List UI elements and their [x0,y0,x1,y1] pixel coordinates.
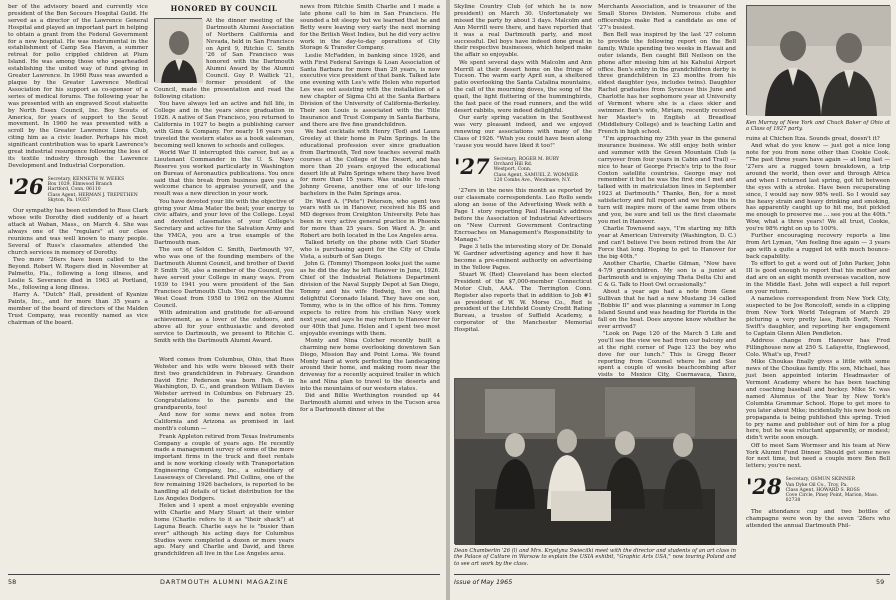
footer-rule [8,574,440,575]
article-paragraph: Did and Billie Worthington rounded up 44 Dartmouth alumni and wives in the Tucson area for a Dartmouth dinner at the [300,393,440,414]
portrait-photo-icon [155,19,203,83]
citation-paragraph: With admiration and gratitude for all-around achievement, as a lover of the outdoors, and above all for your enthusiastic and devoted service to Dartmouth, we present to Ritchie C. Smith with the Dartmouth Alumni Award. [154,309,294,344]
left-page [0,0,446,600]
article-paragraph: Stuart W. (Red) Cleaveland has been elected President of the $7,000-member Connecticut Motor Club, AAA. The Torrington Conn. Register also reports that in addition to Job #1 as president of W. W. Morse Co., Red is president of the Litchfield County Credit Rating Bureau, a trustee of Suffield Academy, a corporator of the Manchester Memorial Hospital. [454,271,592,334]
article-paragraph: We spent several days with Malcolm and Ann Merrill at their desert home on the fringe of Tucson. The warm early April sun, a sheltered patio overlooking the Santa Catalina mountains, the call of the mourning doves, the song of the quail, the light fluttering of the hummingbirds, the fast pace of the road runners, and the wild desert rabbits, were indeed delightful. [454,59,592,114]
article-paragraph: Dr. Ward A. ("Pete") Peterson, who spent two years with us in Hanover, received his BS and MD degrees from Creighton University. Pete has been in very active general practice in Phoenix for more than 25 years. Son Ward A. Jr. and Robert are both located in the Los Angeles area. [300,198,440,240]
address-line-2: Hartford, Conn. 06110 [47,187,101,193]
award-intro: At the dinner meeting of the Dartmouth Alumni Association of Northern California and Nevada, held in San Francisco on April 9, Ritchie C. Smith '26 of San Francisco was honored with the Dartmouth Alumni Award by the Alumni Council. Guy P. Wallick '21, former president of the Council, made the presentation and read the following citation: [154,17,294,100]
class-meta [786,477,890,503]
class-meta [48,177,138,203]
class-header-26 [8,173,148,203]
secretary-line: Secretary, OSMUN SKINNER [785,477,855,483]
class-year: '26 [8,173,44,199]
article-paragraph: Monty and Nina Colcher recently built a charming new home overlooking downtown San Diego, Mission Bay and Point Loma. We found Monty hard at work perfecting the landscaping around their home, and making room near the driveway for a recently acquired trailer in which he and Nina plan to travel to the deserts and into the mountains of our western states. [300,337,440,393]
article-paragraph: And what do you know — just got a nice long note for you from none other than Cookie Cook. "The past three years have again — at long last — '27ers are a rugged town breakdown, a trip around the world, then over and through Africa and when I returned last spring, got hit between the eyes with a stroke. Have been recuperating since, I would say now 98% well. So I would say the heavy strain and heavy drinking and smoking, has apparently caught up to hit me, but pickled me enough to preserve me ... see you at the 40th." Wow, what a three years! We all trust, Cookie, you're 98% right on up to 100%. [746,143,890,233]
class-meta [494,157,578,183]
footer-rule [454,574,890,575]
page-number: 59 [876,578,885,586]
agent-address: Skyton, Pa. 19357 [47,197,90,203]
address-line-1: Van Dyke Oil Co., Troy, Pa. [785,482,848,488]
photo-caption-top: Ken Murray of New York and Chuck Baker of Ohio at a Class of 1927 party. [746,120,890,133]
article-paragraph: Leslie McFadden, in banking since 1926, and with First Federal Savings & Loan Association of Santa Barbara for more than 29 years, is now executive vice president of that bank. Talked late one evening with Les's wife Helen who reported Les was out assisting with the installation of a new chapter of Sigma Chi at the Santa Barbara Division of the University of California-Berkeley. Their son Louis is associated with the Title Insurance and Trust Company in Santa Barbara, and there are five fine grandchildren. [300,52,440,128]
article-paragraph: Off to meet Sam Wormser and his team at New York Alumni Fund Dinner. Should get some news for next time, but need a couple more Ben Bell letters; you're next. [746,442,890,470]
agent-line: Class Agent, SAMUEL Z. WOMMER [493,172,578,178]
article-paragraph: Ben Bell was inspired by the last '27 column to provide the following report on the Bell family. While spending two weeks in Hawaii and outer islands, Ben caught Bill Neilson on the phone after missing him at his Kahului Airport office. Ben's entry in the grandchildren derby is three grandchildren in 23 months from his eldest daughter (yes, includes twins). Daughter Rachel graduates from Syracuse this June and Charlotte has her sophomore year at University of Vermont where she is a class skier and swimmer. Ben's wife, Miriam, recently received her Master's in English at Breadloaf (Middlebury College) and is teaching Latin and French in high school. [598,32,736,135]
article-paragraph: A nameless correspondent from New York City, suspected to be Joe Roncoloff, sends in a clipping from New York World Telegram of March 29 picturing a very pretty lass, Ruth Swift, Norm Swift's daughter, and reporting her engagement to Captain Glenn Allen Pendleton. [746,296,890,337]
issue-date: Issue of May 1965 [454,578,513,586]
article-paragraph: Address change from Hanover has Fred Fillinghouse now at 250 S. Lafayette, Englewood, Colo. What's up, Fred? [746,338,890,359]
agent-address: Cove Circle, Piney Point, Marion, Mass. 02738 [785,493,879,504]
article-paragraph: Another Charlie, Charlie Gilman, "Now have 4-7/9 grandchildren. My son is a junior at Dartmouth and is enjoying Theta Delta Chi and C & G. Talk to Hoot Owl occasionally." [598,261,736,288]
article-paragraph: About a year ago had a note from Gene Sullivan that he had a new Mustang 34 called "Bobbie II" and was planning a summer in Long Island Sound and was heading for Florida in the fall on the boat. Does anyone know whether he ever arrived? [598,289,736,330]
article-paragraph: Further encouraging recovery reports a line from Art Lyman, "Am feeling fine again — 3 years ago with a quite a rugged lot with much bounce-back capability. [746,233,890,261]
class-year: '28 [746,474,782,500]
agent-line: Class Agent, HERMAN J. TREPETHEN [47,192,138,198]
article-paragraph: We had cocktails with Henry (Ted) and Laura Greeley at their home in Palm Springs. In the educational profession ever since graduation from Dartmouth, Ted now teaches several math courses at the College of the Desert, and has more than 20 years enjoyed the educational desert life at Palm Springs where they have lived for more than 15 years. Was unable to reach Johnny Greene, another one of our life-long bachelors in the Palm Springs area. [300,129,440,198]
left-column-3 [300,4,440,574]
article-paragraph: Word comes from Columbus, Ohio, that Russ Webster and his wife were blessed with their first two grandchildren in February. Grandson David Eric Pederson was born Feb. 6 in Washington, D. C., and grandson William Davies Webster arrived in Columbus on February 25. Congratulations to the parents and the grandparents, too! [154,356,294,412]
article-paragraph: Charlie Townsend says, "I'm starting my fifth year at American University (Washington, D. C.) and can't believe I've been retired from the Air Force that long. Hoping to get to Hanover for the big 40th." [598,226,736,260]
address-line-1: Orchard Hill Rd. [493,162,533,168]
right-column-1 [454,4,592,372]
class-year: '27 [454,153,490,179]
left-column-2 [154,4,294,574]
right-column-3 [746,136,890,572]
two-men-photo-icon [747,6,891,116]
article-paragraph: Skyline Country Club (of which he is now president) on March 30. Unfortunately we missed the party by about 3 days. Malcolm and Ann Merrill were there, and have reported that it was a real Dartmouth party, and most successful. Del boys have indeed done great in their respective businesses, which helped make the affair so enjoyable. [454,4,592,59]
article-paragraph: Our early spring vacation in the Southwest was very pleasant indeed, and we enjoyed renewing our associations with many of the Class of 1926. "Wish you could have been along 'cause you would have liked it too!" [454,115,592,149]
secretary-line: Secretary, ROGER M. BURY [493,156,560,162]
secretary-line: Secretary, KENNETH W. WEEKS [47,176,125,182]
agent-address: 120 Combs Ave., Woodmere, N.Y. [493,178,571,183]
article-paragraph: Two more '26ers have been called to the Beyond. Robert W. Rogers died in November at Palmetto, Fla., following a long illness, and Leslie S. Severance died in 1963 at Portland, Me., following a long illness. [8,256,148,291]
ritchie-smith-portrait [154,18,202,82]
article-paragraph: "I'm approaching my 25th year in the general insurance business. We still enjoy both winter and summer with the Green Mountain Club (a carryover from four years in Cabin and Trail) — nice to hear of George Frisch's trip to the four Coxton satellite countries. George may not remember it but he was the first one I met and talked with in matriculation lines in September 1923 at Dartmouth." Thanks, Ben, for a most satisfactory and full report and we hope this in turn will inspire more of the same from others and you, be sure and tell us the first classmate you met in Hanover. [598,136,736,225]
article-text: ber of the advisory board and currently vice president of the Ben Secours Hospital Guild. He served as a director of the Lawrence General Hospital and played an important part in helping to obtain a grant from the Federal Government for a new hospital. He was instrumental in the establishment of Camp Sea Haven, a summer retreat for polio crippled children at Plum Island. He was among those who spearheaded establishing the united way of fund giving in Greater Lawrence. In 1960 Russ was awarded a plaque by the Greater Lawrence Medical Association for his support as co-sponsor of a series of medical forums. The following year he was presented with an engraved Scout statuette by North Essex Council, Inc. Boy Scouts of America, for years of support to the Scout movement. In 1960 he was presented with a scroll by the Greater Lawrence Lions Club, citing him as a civic leader. Perhaps his most significant contribution was to spark Lawrence's great industrial resurgence following the loss of its textile industry through the Lawrence Development and Industrial Corporation. [8,4,148,169]
article-paragraph: The attendance cup and two bottles of champagne were won by the seven '28ers who attended the annual Dartmouth Phil- [746,508,890,529]
article-paragraph: '27ers in the news this month as reported by our classmate correspondents. Leo Rollo sends along an issue of the Advertising Week with a Page 1 story reporting Paul Hasnuk's address before the Association of Industrial Advertisers on "New Current Government Contracting Encroaches on Management's Responsibility to Manage." [454,188,592,243]
article-paragraph: Helen and I spent a most enjoyable evening with Charlie and Mary Stuart at their winter home (Charlie refers to it as "their shack") at Laguna Beach. Charlie says he is "busier than ever" although his acting days for Columbus Studios were completed a dozen or more years ago. Mary and Charlie and David, and three grandchildren all live in the Los Angeles area. [154,503,294,558]
citation-paragraph: The son of Seldon C. Smith, Dartmouth '97, who was one of the founding members of the Dartmouth Alumni Council, and brother of David P. Smith '36, also a member of the Council, you have served your College in many ways. From 1939 to 1941 you were president of the San Francisco Dartmouth Club. You represented the West Coast from 1958 to 1962 on the Alumni Council. [154,247,294,309]
citation-paragraph: World War II interrupted this career, but as a Lieutenant Commander in the U. S. Navy Reserve you worked particularly in Washington on Bureau of Aeronautics publications. You once said that this break from business gave you a welcome chance to appraise yourself, and the result was a new direction in your work. [154,149,294,198]
article-paragraph: Merchants Association, and is treasurer of the Small Stores Division. Numerous clubs and officerships make Red a candidate as one of '27's busiest. [598,4,736,31]
class-header-27 [454,153,592,183]
class-party-photo [746,5,890,115]
article-paragraph: John G. (Tommy) Thompson looks just the same as he did the day he left Hanover in June, 1926. Chief of the Industrial Relations Department division of the Naval Supply Depot at San Diego, Tommy and his wife Hedwig, live on that delightful Coronado Island. They have one son, Tommy, who is in the office of his firm. Tommy expects to retire from his civilian Navy work next year, and says he may return to Hanover for our 40th that June. Helen and I spent two most enjoyable evenings with them. [300,261,440,337]
section-heading: HONORED BY COUNCIL [170,4,278,13]
warsaw-art-class-photo [454,378,736,544]
article-paragraph: Frank Appleton retired from Texas Instruments Company a couple of years ago. He recently made a management survey of some of the more important firms in the truck and fleet rentals and is now working closely with Transportation Engineering Company, Inc., a subsidiary of Leaseways of Cleveland. Phil Collins, one of the few remaining 1926 bachelors, is reported to be handling all details of ticket distribution for the Los Angeles Dodgers. [154,433,294,502]
article-paragraph: Harry A. "Dutch" Hall, president of Kyanize Paints, Inc., and for more than 35 years a member of the board of directors of the Malden Trust Company, was recently named as vice chairman of the board. [8,291,148,326]
article-paragraph: Our sympathy has been extended to Russ Clark whose wife Dorothy died suddenly of a heart attack at Waban, Mass., on March 4. She was always one of the "regulars" at our class reunions and was well known to many people. Several of Russ's classmates attended the church services in memory of Dorothy. [8,208,148,256]
article-paragraph: news from Ritchie Smith Charlie and I made a late phone call to him in San Francisco. He sounded a bit sleepy but we learned that he and Betty were leaving very early the next morning for the British West Indies, but he did very active work in the day-to-day operations of City Storage & Transfer Company. [300,4,440,52]
citation-paragraph: You have always led an active and full life, in College and in the years since graduation in 1926. A native of San Francisco, you returned to California in 1927 to begin a publishing career with Ginn & Company. For nearly 16 years you traveled the western states as a book salesman, becoming well known to schools and colleges. [154,101,294,149]
photo-caption-bottom: Dean Chamberlin '26 (l) and Mrs. Krystyna Swiecilki meet with the director and students of an art class in the Palace of Culture in Warsaw to explain the USIA exhibit, "Graphic Arts USA," now touring Poland and to see art work by the class. [454,548,736,567]
left-column-1 [8,4,148,574]
agent-line: Class Agent, HOWARD S. ROSS [785,487,860,493]
page-number: 58 [8,578,17,586]
article-paragraph: Talked briefly on the phone with Carl Studer who is purchasing agent for the City of Chula Vista, a suburb of San Diego. [300,240,440,261]
right-column-2 [598,4,736,379]
magazine-title: DARTMOUTH ALUMNI MAGAZINE [160,578,289,586]
art-class-photo-icon [455,379,737,545]
article-paragraph: Page 3 tells the interesting story of Dr. Donald W. Gardner advertising agency and how it has become a pre-eminent authority on advertising in the Yellow Pages. [454,243,592,271]
article-paragraph: To effort to get a word out of John Parker, John III is good enough to report that his mother and dad are on an eight month overseas vacation, now in the Middle East. John will expect a full report on your return. [746,261,890,296]
article-paragraph: Mike Choukas finally gives a little with some news of the Choukas family. His son, Michael, has just been appointed interim Headmaster of Vermont Academy where he has been teaching and coaching baseball and hockey. Mike Sr. was named Alumnus of the Year by New York's Columbia Grammar School. Hope to get more to you later about Mike; incidentally his new book on propaganda is being published this spring. Tried to pry name and publisher out of him for a plug here, but he was reluctant apparently, or modest; didn't write soon enough. [746,359,890,442]
address-line-2: Westport, Conn. [493,167,532,173]
citation-paragraph: You have devoted your life with the objective of giving your Alma Mater the best; your energy to civic affairs, and your love of the College. Loyal and devoted classmates of your College's Secretary and active for the Salvation Army and the YMCA, you are a true example of the Dartmouth man. [154,198,294,247]
article-paragraph: "Look on Page 120 of the March 5 Life and you'll see the view we had from our balcony and at the right corner of Page 123 the boy who dove for our lunch." This is Gregg Bezer reporting from Cozumel where he and Sue spent a couple of weeks beachcombing after visits to Mexico City, Cuernavaca, Taxco, [598,330,736,379]
class-header-28 [746,474,890,504]
right-page [450,0,896,600]
article-paragraph: ruins at Chichen Itza. Sounds great, doesn't it? [746,136,880,142]
address-line-1: Box 1029, Elmwood Branch [47,182,113,188]
article-paragraph: And now for some news and notes from California and Arizona as promised in last month's column — [154,412,294,433]
spacer [154,345,294,357]
